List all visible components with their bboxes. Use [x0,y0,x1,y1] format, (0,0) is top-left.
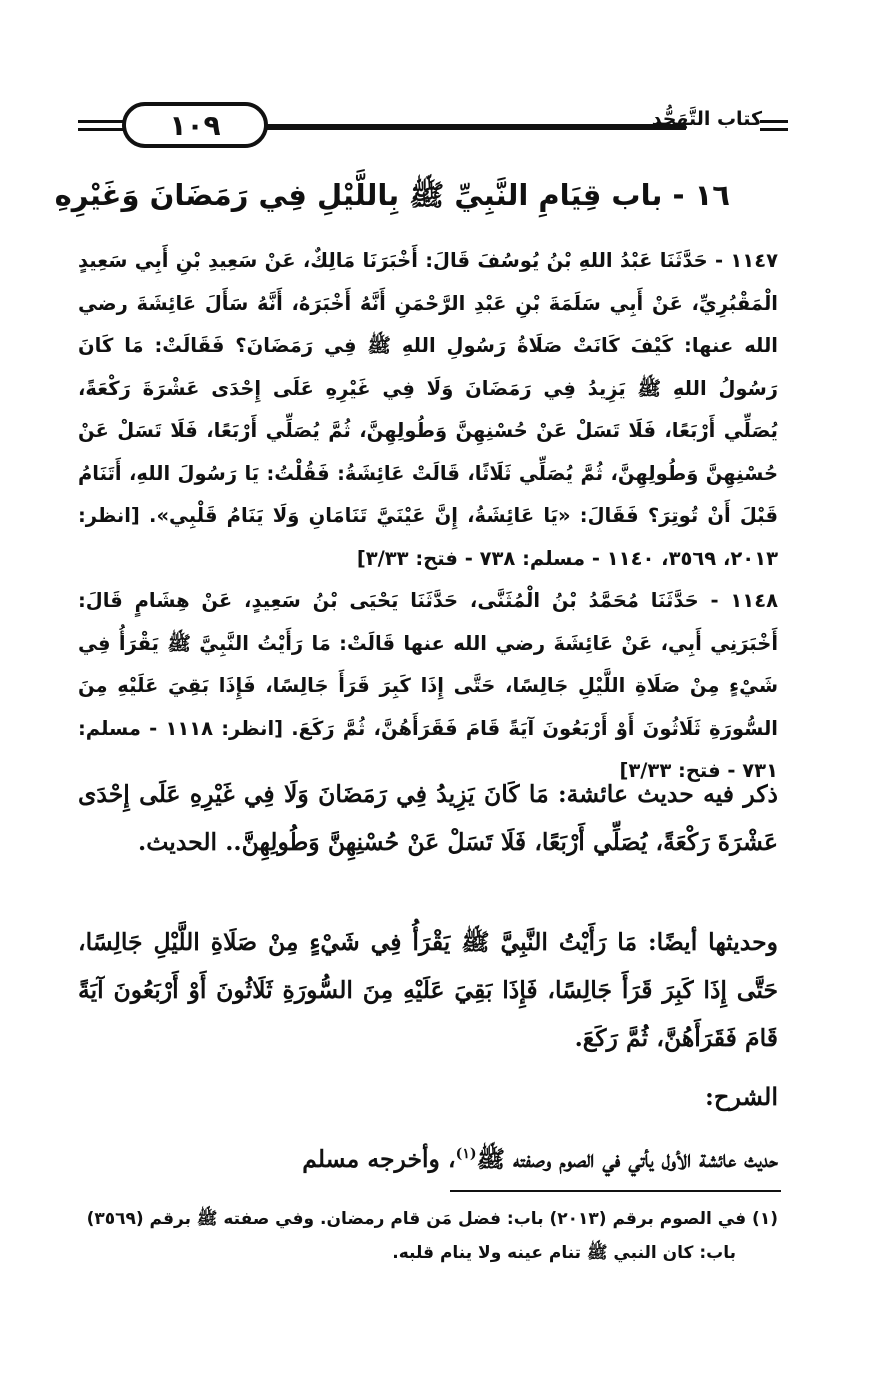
commentary-paragraph-2: وحديثها أيضًا: مَا رَأَيْتُ النَّبِيَّ ﷺ يَقْرَأُ فِي شَيْءٍ مِنْ صَلَاةِ اللَّيْلِ جَالِسًا، حَتَّى إِذَا كَبِرَ قَرَأَ جَالِسًا، فَإِذَا بَقِيَ عَلَيْهِ مِنَ السُّورَةِ ثَلَاثُونَ أَوْ أَرْبَعُونَ آيَةً قَامَ فَقَرَأَهُنَّ، ثُمَّ رَكَعَ. [78,928,778,1052]
running-title: كتاب التَّهَجُّدِ [651,108,762,130]
footnote-separator [450,1190,781,1192]
footnotes [78,1202,778,1270]
footnote-1-line-1: (١) في الصوم برقم (٢٠١٣) باب: فضل مَن قام رمضان. وفي صفته ﷺ برقم (٣٥٦٩) [86,1209,778,1229]
commentary-paragraph-1: ذكر فيه حديث عائشة: مَا كَانَ يَزِيدُ فِي رَمَضَانَ وَلَا فِي غَيْرِهِ عَلَى إِحْدَى عَشْرَةَ رَكْعَةً، يُصَلِّي أَرْبَعًا، فَلَا تَسَلْ عَنْ حُسْنِهِنَّ وَطُولِهِنَّ.. الحديث. [78,780,778,856]
page-number: ١٠٩ [122,102,268,148]
page-header [78,98,783,156]
sharh-heading: الشرح: [705,1082,778,1111]
header-rule-middle [266,124,686,130]
hadith-1147: ١١٤٧ - حَدَّثَنَا عَبْدُ اللهِ بْنُ يُوسُفَ قَالَ: أَخْبَرَنَا مَالِكٌ، عَنْ سَعِيدِ بْنِ أَبِي سَعِيدٍ الْمَقْبُرِيِّ، عَنْ أَبِي سَلَمَةَ بْنِ عَبْدِ الرَّحْمَنِ أَنَّهُ أَخْبَرَهُ، أَنَّهُ سَأَلَ عَائِشَةَ رضي الله عنها: كَيْفَ كَانَتْ صَلَاةُ رَسُولِ اللهِ ﷺ فِي رَمَضَانَ؟ فَقَالَتْ: مَا كَانَ رَسُولُ اللهِ ﷺ يَزِيدُ فِي رَمَضَانَ وَلَا فِي غَيْرِهِ عَلَى إِحْدَى عَشْرَةَ رَكْعَةً، يُصَلِّي أَرْبَعًا، فَلَا تَسَلْ عَنْ حُسْنِهِنَّ وَطُولِهِنَّ، ثُمَّ يُصَلِّي أَرْبَعًا، فَلَا تَسَلْ عَنْ حُسْنِهِنَّ وَطُولِهِنَّ، ثُمَّ يُصَلِّي ثَلَاثًا، قَالَتْ عَائِشَةُ: فَقُلْتُ: يَا رَسُولَ اللهِ، أَتَنَامُ قَبْلَ أَنْ تُوتِرَ؟ فَقَالَ: «يَا عَائِشَةُ، إِنَّ عَيْنَيَّ تَنَامَانِ وَلَا يَنَامُ قَلْبِي». [انظر: ٢٠١٣، ٣٥٦٩، ١١٤٠ - مسلم: ٧٣٨ - فتح: ٣/٣٣] [78,249,778,570]
header-rule-right-bottom [760,128,788,131]
paragraph-3-text-end: ، وأخرجه مسلم [302,1144,456,1173]
footnote-marker[interactable]: (١) [455,1146,477,1162]
chapter-heading: ١٦ - باب قِيَامِ النَّبِيِّ ﷺ بِاللَّيْلِ فِي رَمَضَانَ وَغَيْرِهِ [54,178,730,212]
hadith-1148: ١١٤٨ - حَدَّثَنَا مُحَمَّدُ بْنُ الْمُثَنَّى، حَدَّثَنَا يَحْيَى بْنُ سَعِيدٍ، عَنْ هِشَامٍ قَالَ: أَخْبَرَنِي أَبِي، عَنْ عَائِشَةَ رضي الله عنها قَالَتْ: مَا رَأَيْتُ النَّبِيَّ ﷺ يَقْرَأُ فِي شَيْءٍ مِنْ صَلَاةِ اللَّيْلِ جَالِسًا، حَتَّى إِذَا كَبِرَ قَرَأَ جَالِسًا، فَإِذَا بَقِيَ عَلَيْهِ مِنَ السُّورَةِ ثَلَاثُونَ أَوْ أَرْبَعُونَ آيَةً قَامَ فَقَرَأَهُنَّ، ثُمَّ رَكَعَ. [انظر: ١١١٨ - مسلم: ٧٣١ - فتح: ٣/٣٣] [78,589,778,782]
footnote-1-line-2: باب: كان النبي ﷺ تنام عينه ولا ينام قلبه. [392,1243,736,1263]
paragraph-3-text-start: حديث عائشة الأول يأتي في الصوم وصفته ﷺ [476,1144,778,1173]
commentary-paragraph-3 [78,1130,778,1183]
header-rule-right-top [760,120,788,123]
